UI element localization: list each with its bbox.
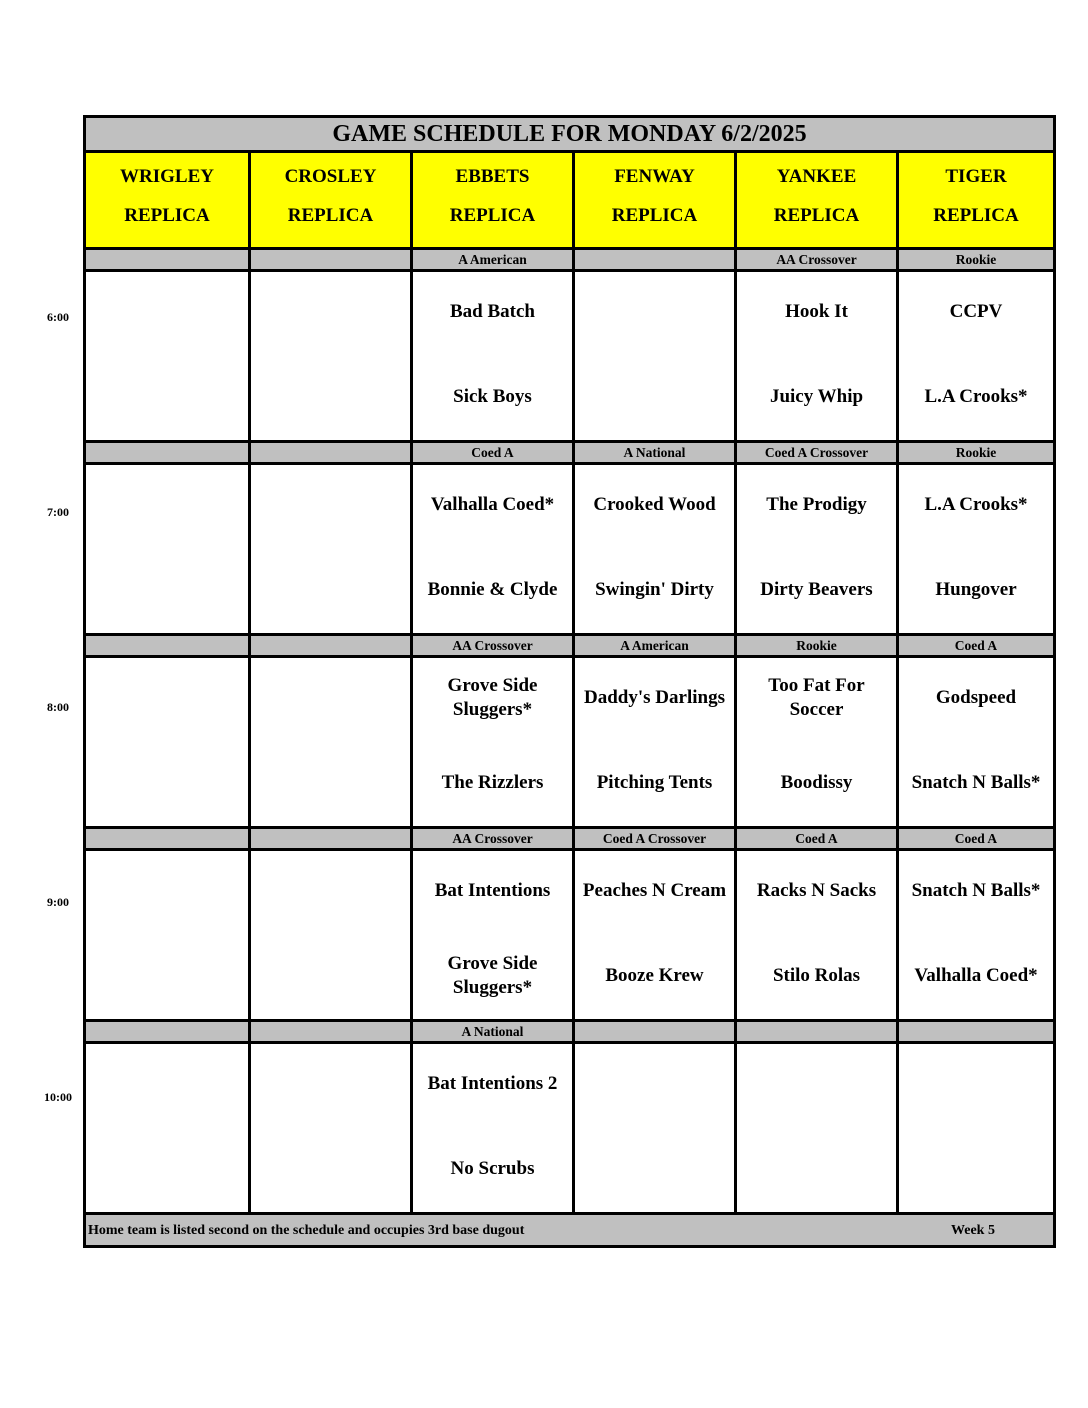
home-team: Hungover (935, 579, 1017, 600)
home-team: Sick Boys (453, 386, 532, 407)
division-label (734, 1022, 896, 1041)
field-header (410, 153, 572, 247)
field-name: CROSLEY (284, 166, 377, 187)
home-team (737, 1139, 896, 1199)
field-name: EBBETS (455, 166, 530, 187)
time-label: 6:00 (47, 310, 69, 324)
game-cell (572, 851, 734, 1019)
away-team: Snatch N Balls* (911, 880, 1041, 901)
division-label (86, 829, 248, 848)
home-team (86, 946, 248, 1006)
away-team (251, 475, 410, 535)
schedule-title: GAME SCHEDULE FOR MONDAY 6/2/2025 (86, 118, 1053, 150)
away-team: Bad Batch (450, 301, 535, 322)
week-label: Week 5 (951, 1223, 995, 1238)
division-label: AA Crossover (410, 829, 572, 848)
field-subtitle: REPLICA (611, 205, 698, 226)
division-label: AA Crossover (410, 636, 572, 655)
field-header (734, 153, 896, 247)
division-label (86, 443, 248, 462)
field-subtitle: REPLICA (933, 205, 1019, 226)
game-cell (410, 851, 572, 1019)
game-cell (86, 851, 248, 1019)
away-team (86, 668, 248, 728)
home-team: Booze Krew (605, 965, 704, 986)
away-team: Peaches N Cream (582, 880, 727, 901)
away-team (86, 282, 248, 342)
division-label (248, 636, 410, 655)
division-label: Rookie (896, 443, 1053, 462)
field-subtitle: REPLICA (773, 205, 860, 226)
game-cell (86, 272, 248, 440)
away-team: Godspeed (935, 687, 1017, 708)
field-subtitle: REPLICA (287, 205, 374, 226)
game-cell (572, 465, 734, 633)
footer-note: Home team is listed second on the schedule and occupies 3rd base dugout (88, 1223, 525, 1238)
home-team (251, 1139, 410, 1199)
field-name: YANKEE (776, 166, 857, 187)
away-team (575, 1054, 734, 1114)
home-team: No Scrubs (450, 1158, 535, 1179)
home-team: Juicy Whip (769, 386, 864, 407)
away-team (737, 1054, 896, 1114)
game-cell (248, 1044, 410, 1212)
home-team: Boodissy (780, 772, 853, 793)
schedule-table (83, 115, 1056, 1248)
division-label: Rookie (734, 636, 896, 655)
home-team (251, 367, 410, 427)
division-label: Coed A (410, 443, 572, 462)
game-cell (248, 272, 410, 440)
home-team (251, 753, 410, 813)
game-cell (86, 465, 248, 633)
division-row (86, 633, 1053, 655)
game-cell (86, 658, 248, 826)
game-cell (734, 1044, 896, 1212)
division-label: A American (410, 250, 572, 269)
home-team: Swingin' Dirty (595, 579, 714, 600)
division-label (248, 829, 410, 848)
game-cell (896, 851, 1053, 1019)
away-team (251, 1054, 410, 1114)
division-row (86, 247, 1053, 269)
away-team: The Prodigy (766, 494, 867, 515)
home-team (251, 946, 410, 1006)
game-cell (734, 465, 896, 633)
time-label: 8:00 (47, 700, 69, 714)
time-label: 7:00 (47, 505, 69, 519)
game-cell (86, 1044, 248, 1212)
division-label: A National (410, 1022, 572, 1041)
away-team: Too Fat For Soccer (768, 675, 865, 720)
division-label (86, 636, 248, 655)
game-row (86, 655, 1053, 826)
away-team (251, 668, 410, 728)
division-label: Coed A (896, 636, 1053, 655)
division-label: A National (572, 443, 734, 462)
away-team: Daddy's Darlings (584, 687, 725, 708)
division-label: Coed A (896, 829, 1053, 848)
away-team (251, 861, 410, 921)
field-subtitle: REPLICA (449, 205, 536, 226)
away-team: CCPV (949, 301, 1003, 322)
away-team: Crooked Wood (593, 494, 716, 515)
division-label: Coed A Crossover (572, 829, 734, 848)
home-team: Pitching Tents (596, 772, 713, 793)
game-cell (248, 658, 410, 826)
away-team (575, 282, 734, 342)
division-label (572, 250, 734, 269)
field-name: WRIGLEY (120, 166, 214, 187)
game-cell (734, 658, 896, 826)
field-header (896, 153, 1053, 247)
home-team (899, 1139, 1053, 1199)
away-team: Hook It (785, 301, 848, 322)
division-label: Coed A Crossover (734, 443, 896, 462)
home-team: L.A Crooks* (924, 386, 1028, 407)
game-row (86, 848, 1053, 1019)
game-row (86, 462, 1053, 633)
game-cell (734, 851, 896, 1019)
game-cell (572, 1044, 734, 1212)
field-header (248, 153, 410, 247)
game-cell (734, 272, 896, 440)
away-team: Racks N Sacks (756, 880, 877, 901)
game-cell (410, 1044, 572, 1212)
division-label (248, 443, 410, 462)
home-team: Stilo Rolas (772, 965, 861, 986)
game-cell (572, 272, 734, 440)
game-cell (572, 658, 734, 826)
away-team (251, 282, 410, 342)
away-team (899, 1054, 1053, 1114)
division-label (248, 250, 410, 269)
game-cell (410, 658, 572, 826)
away-team: Valhalla Coed* (430, 494, 555, 515)
footer-row (86, 1212, 1053, 1245)
field-header (86, 153, 248, 247)
game-cell (896, 658, 1053, 826)
division-label: AA Crossover (734, 250, 896, 269)
away-team: Bat Intentions (434, 880, 551, 901)
home-team (86, 753, 248, 813)
time-label: 10:00 (44, 1090, 72, 1104)
home-team (86, 560, 248, 620)
game-row (86, 269, 1053, 440)
game-cell (248, 851, 410, 1019)
away-team (86, 861, 248, 921)
home-team: Snatch N Balls* (911, 772, 1041, 793)
division-label (572, 1022, 734, 1041)
division-label: A American (572, 636, 734, 655)
game-cell (896, 272, 1053, 440)
field-name: FENWAY (614, 166, 695, 187)
game-cell (896, 1044, 1053, 1212)
field-subtitle: REPLICA (124, 205, 210, 226)
home-team (86, 1139, 248, 1199)
away-team (86, 1054, 248, 1114)
home-team: Grove Side Sluggers* (447, 953, 538, 998)
home-team (575, 367, 734, 427)
away-team: Bat Intentions 2 (427, 1073, 558, 1094)
division-label (86, 250, 248, 269)
division-label (86, 1022, 248, 1041)
game-cell (896, 465, 1053, 633)
field-header-row (86, 150, 1053, 247)
game-cell (410, 272, 572, 440)
division-label: Rookie (896, 250, 1053, 269)
field-name: TIGER (945, 166, 1007, 187)
division-row (86, 1019, 1053, 1041)
division-row (86, 826, 1053, 848)
time-label: 9:00 (47, 895, 69, 909)
home-team (251, 560, 410, 620)
home-team: Dirty Beavers (760, 579, 873, 600)
home-team (575, 1139, 734, 1199)
division-row (86, 440, 1053, 462)
game-cell (410, 465, 572, 633)
home-team: The Rizzlers (441, 772, 544, 793)
away-team: Grove Side Sluggers* (447, 675, 538, 720)
field-header (572, 153, 734, 247)
away-team (86, 475, 248, 535)
division-label (896, 1022, 1053, 1041)
home-team (86, 367, 248, 427)
home-team: Bonnie & Clyde (427, 579, 558, 600)
game-cell (248, 465, 410, 633)
home-team: Valhalla Coed* (914, 965, 1038, 986)
division-label (248, 1022, 410, 1041)
away-team: L.A Crooks* (924, 494, 1028, 515)
division-label: Coed A (734, 829, 896, 848)
game-row (86, 1041, 1053, 1212)
